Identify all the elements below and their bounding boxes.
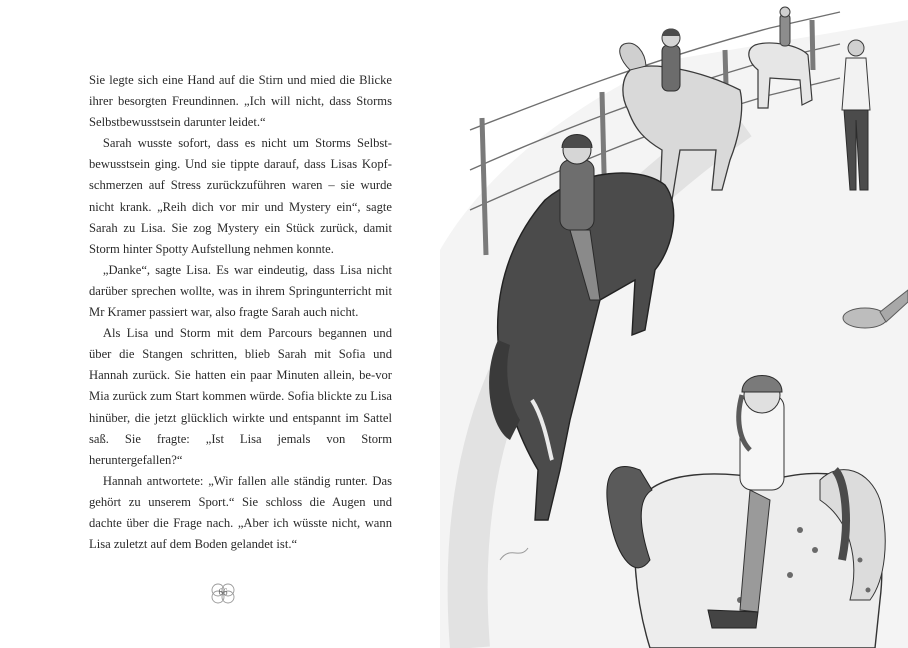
paragraph: Sarah wusste sofort, dass es nicht um Storms Selbst-bewusstsein ging. Und sie tippte darauf, dass Lisas Kopf-schmerzen auf Stress zurückzuführen waren – sie wurde nicht krank. „Reih dich vor mir und Mystery ein“, sagte Sarah zu Lisa. Sie zog Mystery ein Stück zurück, damit Storm hinter Spotty Aufstellung nehmen konnte.: [89, 136, 392, 256]
story-text: [89, 70, 392, 555]
paragraph: „Danke“, sagte Lisa. Es war eindeutig, dass Lisa nicht darüber sprechen wollte, was in ihrem Springunterricht mit Mr Kramer passiert war, also fragte Sarah auch nicht.: [89, 262, 392, 320]
page-number: [208, 582, 238, 604]
page-number-text: 66: [218, 587, 228, 597]
left-page: [0, 0, 440, 648]
riding-lesson-illustration: [440, 0, 908, 648]
right-page: [440, 0, 908, 648]
paragraph: Als Lisa und Storm mit dem Parcours begannen und über die Stangen schritten, blieb Sarah mit Sofia und Hannah zurück. Sie hatten ein paar Minuten allein, be-vor Mia zurück zum Start kommen würde. Sofia blickte zu Lisa hinüber, die jetzt glücklich wirkte und entspannt im Sattel saß. Sie fragte: „Ist Lisa jemals von Storm heruntergefallen?“: [89, 326, 392, 467]
paragraph: Hannah antwortete: „Wir fallen alle ständig runter. Das gehört zu unserem Sport.“ Sie schloss die Augen und dachte über die Frage nach. „Aber ich wüsste nicht, wann Lisa zuletzt auf dem Boden gelandet ist.“: [89, 473, 392, 552]
paragraph: Sie legte sich eine Hand auf die Stirn und mied die Blicke ihrer besorgten Freundinnen. „Ich will nicht, dass Storms Selbstbewusstsein darunter leidet.“: [89, 73, 392, 130]
